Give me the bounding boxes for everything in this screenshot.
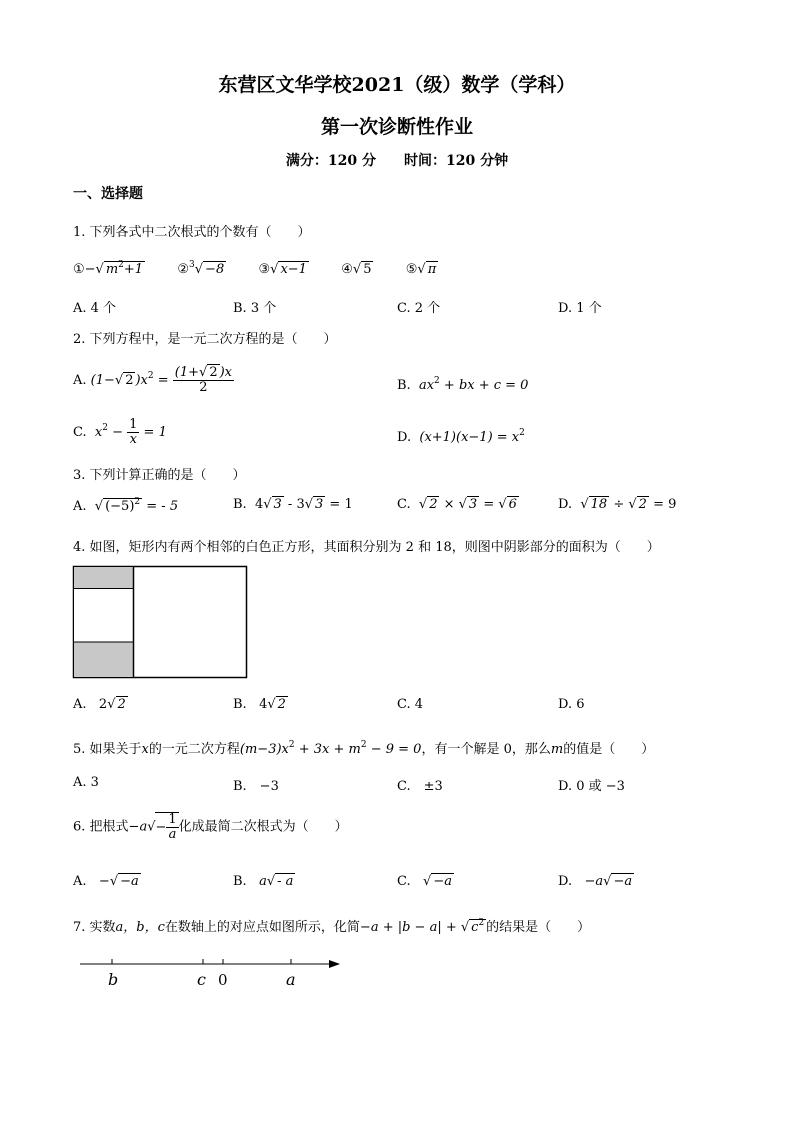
option-letter: C.	[73, 425, 87, 440]
stem-text: ，有一个解是 0，那么	[421, 742, 551, 757]
q5-option-c[interactable]: C. ±3	[397, 779, 443, 794]
q3-option-b[interactable]: B. 4√ 3 - 3√ 3 = 1	[233, 497, 353, 512]
page-title: 东营区文华学校2021（级）数学（学科）	[218, 74, 576, 96]
option-letter: A.	[73, 373, 87, 388]
q2-option-b[interactable]: B. $ax^2$ + bx + c = 0	[397, 376, 529, 393]
axis-label-c: c	[197, 970, 206, 989]
stem-text: 化成最简二次根式为（ ）	[178, 819, 348, 835]
option-letter: B.	[233, 697, 247, 712]
item-marker: ③	[258, 262, 271, 277]
option-letter: A.	[73, 499, 87, 514]
option-letter: B.	[397, 378, 411, 393]
q3-option-c[interactable]: C. √ 2 × √ 3 = √ 6	[397, 497, 517, 512]
number-line	[75, 952, 350, 997]
q3-option-d[interactable]: D. √ 18 ÷ √ 2 = 9	[558, 497, 677, 512]
q6-option-d[interactable]: D. −a√ −a	[558, 874, 633, 889]
q1-option-d[interactable]: D. 1 个	[558, 301, 602, 316]
item-marker: ⑤	[405, 262, 418, 277]
item-marker: ④	[341, 262, 353, 277]
question-5-stem: 5. 如果关于x的一元二次方程$(m-3)x^2 + 3x + m^2 - 9 = 0$，有一个解是 0，那么m的值是（ ）	[73, 740, 655, 757]
option-letter: D.	[558, 497, 573, 512]
item-marker: ②	[177, 262, 190, 277]
page-subtitle: 第一次诊断性作业	[320, 116, 473, 138]
option-letter: D.	[558, 874, 573, 889]
q5-option-a[interactable]: A. 3	[73, 775, 99, 790]
stem-text: 的值是（ ）	[563, 742, 655, 757]
exam-meta: 满分：120 分 时间：120 分钟	[285, 153, 509, 169]
q4-option-b[interactable]: B. 4√ 2	[233, 697, 286, 712]
shaded-region-top	[74, 567, 134, 589]
question-1-expressions: ①−√ $m^2+1$ ②$^3$√ −8 ③√ x−1 ④√ 5 ⑤√ π	[73, 260, 437, 277]
shaded-region-bottom	[74, 642, 134, 678]
question-4-stem: 4. 如图，矩形内有两个相邻的白色正方形，其面积分别为 2 和 18，则图中阴影部分的面积为（ ）	[73, 540, 660, 555]
option-letter: D.	[397, 430, 412, 445]
option-letter: A.	[73, 874, 87, 889]
question-1-stem: 1. 下列各式中二次根式的个数有（ ）	[73, 225, 311, 240]
axis-label-b: b	[108, 970, 119, 989]
q2-option-d[interactable]: D. $(x+1)(x-1) = x^2$	[397, 428, 525, 445]
q5-option-b[interactable]: B. −3	[233, 779, 279, 794]
axis-arrow	[329, 960, 340, 968]
q4-option-c[interactable]: C. 4	[397, 697, 424, 712]
question-3-stem: 3. 下列计算正确的是（ ）	[73, 468, 246, 483]
q6-option-c[interactable]: C. √ −a	[397, 874, 452, 889]
q1-option-a[interactable]: A. 4 个	[73, 301, 117, 316]
question-2-stem: 2. 下列方程中，是一元二次方程的是（ ）	[73, 332, 337, 347]
stem-text: 5. 如果关于	[73, 742, 142, 757]
q6-option-b[interactable]: B. a√ - a	[233, 874, 294, 889]
option-letter: B.	[233, 497, 247, 512]
q3-option-a[interactable]: A. √ $(-5)^2$ = - 5	[73, 497, 179, 514]
q1-option-b[interactable]: B. 3 个	[233, 301, 277, 316]
q2-option-c[interactable]: C. $x^2$ − $\frac{1}{x}$ = 1	[73, 417, 167, 447]
rectangle-figure	[72, 565, 250, 680]
q4-option-d[interactable]: D. 6	[558, 697, 585, 712]
option-letter: B.	[233, 874, 247, 889]
q1-option-c[interactable]: C. 2 个	[397, 301, 441, 316]
stem-text: 的结果是（ ）	[486, 920, 591, 935]
stem-text: 6. 把根式	[73, 819, 129, 835]
question-6-stem: 6. 把根式−a√− $\frac{1}{a}$ 化成最简二次根式为（ ）	[73, 812, 348, 842]
axis-label-a: a	[286, 970, 296, 989]
q5-option-d[interactable]: D. 0 或 −3	[558, 779, 625, 794]
q2-option-a[interactable]: A. (1−√ 2 )$x^2$ = $\frac{(1+√ 2 )x}{2}$	[73, 365, 233, 395]
item-marker: ①	[73, 262, 85, 277]
stem-text: 的一元二次方程	[148, 742, 240, 757]
q4-option-a[interactable]: A. 2√ 2	[73, 697, 126, 712]
option-letter: C.	[397, 497, 411, 512]
variable: m	[550, 742, 564, 757]
variable: x	[141, 742, 149, 757]
stem-text: 7. 实数	[73, 920, 116, 935]
stem-text: 在数轴上的对应点如图所示，化简	[164, 920, 360, 935]
small-white-square	[74, 589, 134, 643]
axis-label-zero: 0	[218, 971, 228, 989]
q6-option-a[interactable]: A. −√ −a	[73, 874, 139, 889]
option-letter: C.	[397, 874, 411, 889]
option-letter: A.	[73, 697, 87, 712]
variables: a，b，c	[115, 920, 165, 935]
section-heading: 一、选择题	[73, 186, 143, 202]
question-7-stem: 7. 实数a，b，c在数轴上的对应点如图所示，化简−a + |b − a| + √ $c^2$ 的结果是（ ）	[73, 918, 591, 935]
